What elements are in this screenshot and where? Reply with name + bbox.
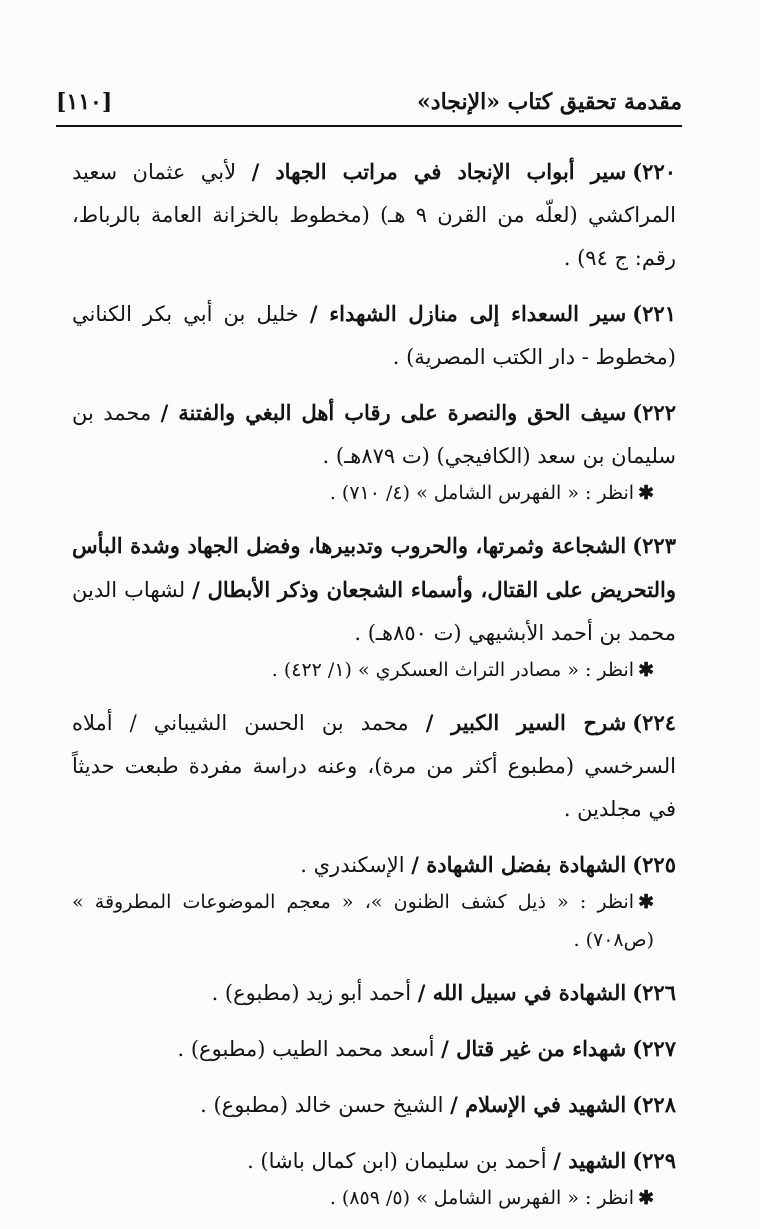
entry-details: أحمد بن سليمان (ابن كمال باشا) .: [247, 1149, 554, 1173]
entry-note: ✱انظر : « الفهرس الشامل » (٥/ ٨٥٩) .: [329, 1187, 654, 1209]
entry-number: ٢٢٣): [632, 533, 676, 558]
list-item: [72, 843, 676, 959]
entry-number: ٢٢٤): [632, 710, 677, 735]
entry-number: ٢٢١): [632, 301, 676, 326]
entry-title: الشهادة بفضل الشهادة /: [411, 852, 627, 877]
entry-title: الشهيد /: [553, 1148, 627, 1173]
header-rule: [56, 125, 682, 127]
entry-details: محمد بن سليمان بن سعد (الكافيجي) (ت ٨٧٩هـ) .: [72, 401, 676, 468]
entry-number: ٢٢٥): [632, 852, 676, 877]
entry-number: ٢٢٠): [632, 159, 677, 184]
asterisk-icon: ✱: [638, 482, 654, 504]
page-header: [56, 84, 682, 120]
list-item: [72, 1139, 676, 1217]
entry-title: الشجاعة وثمرتها، والحروب وتدبيرها، وفضل الجهاد وشدة البأس والتحريض على القتال، وأسماء الشجعان وذكر الأبطال /: [72, 533, 677, 602]
entry-number: ٢٢٦): [632, 980, 676, 1005]
list-item: [72, 150, 676, 280]
list-item: [72, 292, 676, 379]
entry-title: سيف الحق والنصرة على رقاب أهل البغي والفتنة /: [160, 400, 627, 425]
entry-details: الإسكندري .: [300, 853, 412, 877]
list-item: [72, 701, 676, 831]
entry-title: سير أبواب الإنجاد في مراتب الجهاد /: [251, 159, 627, 184]
list-item: [72, 1027, 676, 1071]
asterisk-icon: ✱: [638, 891, 654, 913]
running-title: مقدمة تحقيق كتاب «الإنجاد»: [417, 89, 682, 115]
entry-details: لأبي عثمان سعيد المراكشي (لعلّه من القرن ٩ هـ) (مخطوط بالخزانة العامة بالرباط، رقم: ج ٩٤) .: [72, 160, 677, 270]
entry-title: شرح السير الكبير /: [425, 710, 627, 735]
entry-note: ✱انظر : « مصادر التراث العسكري » (١/ ٤٢٢) .: [271, 659, 654, 681]
asterisk-icon: ✱: [638, 1187, 654, 1209]
entry-title: الشهيد في الإسلام /: [450, 1092, 627, 1117]
entry-details: خليل بن أبي بكر الكناني (مخطوط - دار الكتب المصرية) .: [72, 302, 676, 369]
entry-details: محمد بن الحسن الشيباني / أملاه السرخسي (مطبوع أكثر من مرة)، وعنه دراسة مفردة طبعت حديثاً في مجلدين .: [72, 711, 676, 821]
entry-number: ٢٢٧): [632, 1036, 676, 1061]
list-item: [72, 524, 676, 689]
entry-details: لشهاب الدين محمد بن أحمد الأبشيهي (ت ٨٥٠هـ) .: [72, 578, 676, 645]
entry-details: أسعد محمد الطيب (مطبوع) .: [177, 1037, 442, 1061]
list-item: [72, 971, 676, 1015]
entry-details: أحمد أبو زيد (مطبوع) .: [211, 981, 418, 1005]
entry-note: ✱انظر : « ذيل كشف الظنون »، « معجم الموضوعات المطروقة » (ص٧٠٨) .: [72, 891, 654, 951]
entry-number: ٢٢٨): [632, 1092, 676, 1117]
entry-number: ٢٢٩): [632, 1148, 676, 1173]
entry-details: الشيخ حسن خالد (مطبوع) .: [200, 1093, 451, 1117]
entry-number: ٢٢٢): [632, 400, 676, 425]
asterisk-icon: ✱: [638, 659, 654, 681]
entry-title: سير السعداء إلى منازل الشهداء /: [309, 301, 627, 326]
list-item: [72, 391, 676, 512]
list-item: [72, 1083, 676, 1127]
entry-title: الشهادة في سبيل الله /: [417, 980, 627, 1005]
entry-title: شهداء من غير قتال /: [441, 1036, 627, 1061]
bibliography-list: [72, 150, 676, 1229]
page-number: [١١٠]: [56, 89, 113, 115]
entry-note: ✱انظر : « الفهرس الشامل » (٤/ ٧١٠) .: [329, 482, 654, 504]
